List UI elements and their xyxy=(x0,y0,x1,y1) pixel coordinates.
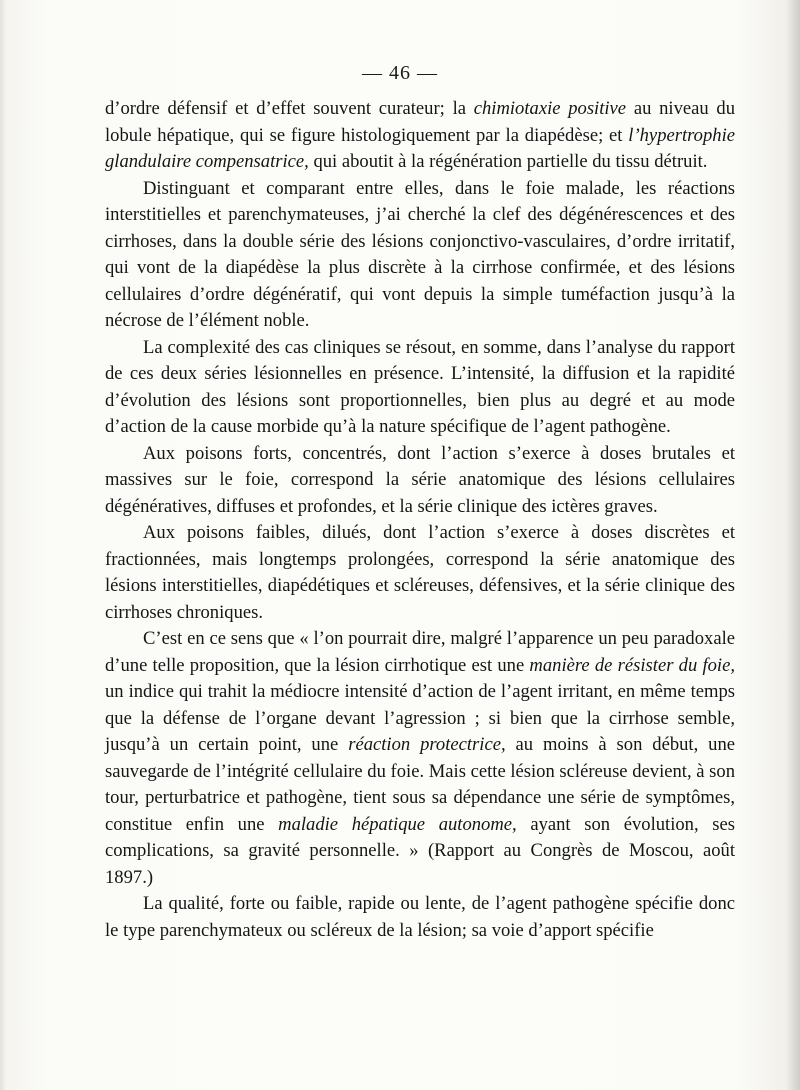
text-run: qui aboutit à la régénération partielle du tissu détruit. xyxy=(308,151,708,172)
paragraph xyxy=(105,96,735,176)
text-run: Aux poisons faibles, dilués, dont l’action s’exerce à doses discrètes et fractionnées, mais longtemps prolongées, correspond la série anatomique des lésions interstitielles, diapédétiques et scléreuses, défensives, et la série clinique des cirrhoses chroniques. xyxy=(105,522,735,623)
text-run: au moins à son début, une sauvegarde de l’intégrité cellulaire du foie. Mais cette lésion scléreuse devient, à son tour, perturbatrice et pathogène, tient sous sa dépendance une série de symptômes, constitue enfin une xyxy=(105,734,735,835)
paragraph xyxy=(105,176,735,335)
body-text xyxy=(105,96,735,944)
italic-text: chimiotaxie positive xyxy=(473,98,627,119)
page-edge-left xyxy=(0,0,6,1090)
page-edge-right xyxy=(786,0,800,1090)
text-run: Distinguant et comparant entre elles, dans le foie malade, les réactions interstitielles et parenchymateuses, j’ai cherché la clef des dégénérescences et des cirrhoses, dans la double série des lésions conjonctivo-vasculaires, d’ordre irritatif, qui vont de la diapédèse la plus discrète à la cirrhose confirmée, et des lésions cellulaires d’ordre dégénératif, qui vont depuis la simple tuméfaction jusqu’à la nécrose de l’élément noble. xyxy=(105,177,735,331)
text-run: C’est en ce sens que « l’on pourrait dire, malgré l’apparence un peu paradoxale d’une telle proposition, que la lésion cirrhotique est une xyxy=(105,628,735,676)
italic-text: réaction protectrice, xyxy=(348,734,506,755)
text-run: Aux poisons forts, concentrés, dont l’action s’exerce à doses brutales et massives sur le foie, correspond la série anatomique des lésions cellulaires dégénératives, diffuses et profondes, et la série clinique des ictères graves. xyxy=(105,442,735,517)
italic-text: l’hypertrophie glandulaire compensatrice, xyxy=(105,124,735,172)
text-run: d’ordre défensif et d’effet souvent curateur; la xyxy=(105,98,474,119)
paragraph xyxy=(105,626,735,891)
page-number: — 46 — xyxy=(362,62,438,84)
paragraph xyxy=(105,441,735,521)
text-run: ayant son évolution, ses complications, sa gravité personnelle. » (Rapport au Congrès de Moscou, août 1897.) xyxy=(105,813,735,888)
paragraph xyxy=(105,891,735,944)
text-run: La complexité des cas cliniques se résout, en somme, dans l’analyse du rapport de ces deux séries lésionnelles en présence. L’intensité, la diffusion et la rapidité d’évolution des lésions sont proportionnelles, bien plus au degré et au mode d’action de la cause morbide qu’à la nature spécifique de l’agent pathogène. xyxy=(105,336,735,437)
italic-text: manière de résister du foie, xyxy=(529,654,735,676)
paragraph xyxy=(105,335,735,441)
italic-text: maladie hépatique autonome, xyxy=(278,813,517,835)
text-run: au niveau du lobule hépatique, qui se figure histologiquement par la diapédèse; et xyxy=(105,98,736,146)
text-run: La qualité, forte ou faible, rapide ou lente, de l’agent pathogène spécifie donc le type parenchymateux ou scléreux de la lésion; sa voie d’apport spécifie xyxy=(105,893,735,941)
paragraph xyxy=(105,520,735,626)
text-run: un indice qui trahit la médiocre intensité d’action de l’agent irritant, en même temps que la défense de l’organe devant l’agression ; si bien que la cirrhose semble, jusqu’à un certain point, une xyxy=(105,681,735,755)
